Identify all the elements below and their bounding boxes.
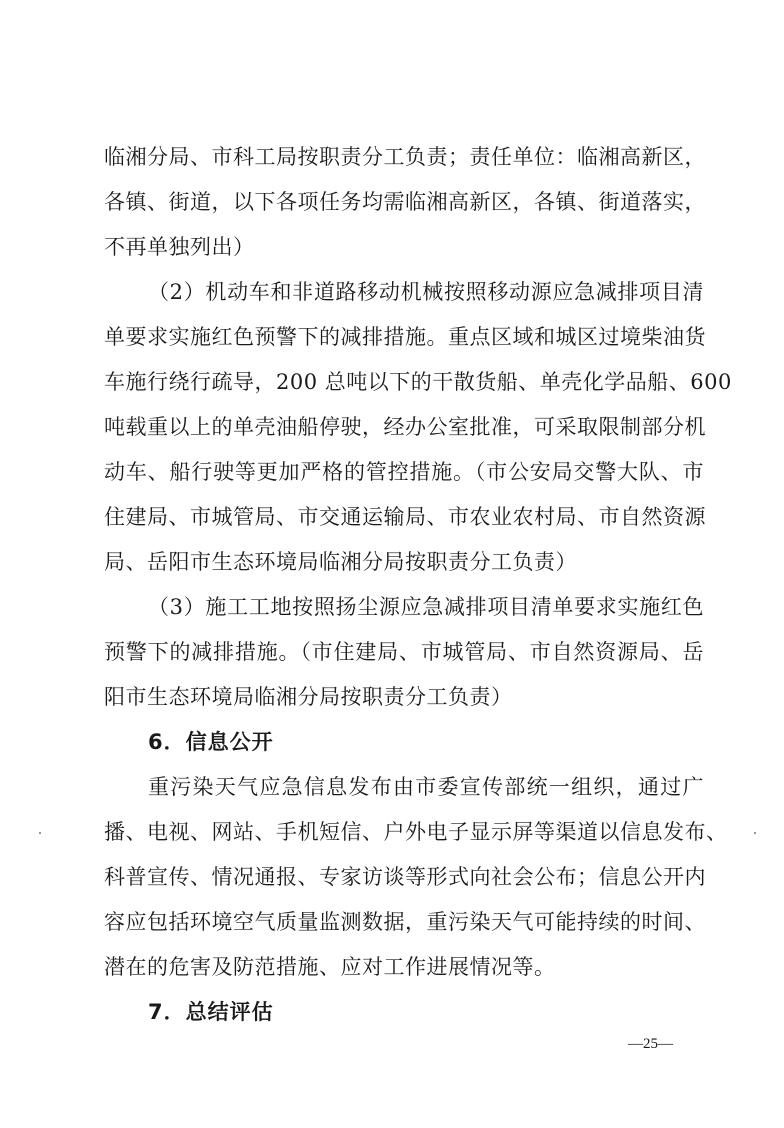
section-heading: 7．总结评估 bbox=[148, 1000, 274, 1024]
paragraph-line: 播、电视、网站、手机短信、户外电子显示屏等渠道以信息发布、 bbox=[104, 820, 728, 844]
paragraph-line: 车施行绕行疏导，200 总吨以下的干散货船、单壳化学品船、600 bbox=[104, 370, 732, 394]
paragraph-line: 动车、船行驶等更加严格的管控措施。（市公安局交警大队、市 bbox=[104, 460, 704, 484]
section-heading: 6．信息公开 bbox=[148, 730, 274, 754]
paragraph-line: 住建局、市城管局、市交通运输局、市农业农村局、市自然资源 bbox=[104, 505, 706, 529]
paragraph-line: （3）施工工地按照扬尘源应急减排项目清单要求实施红色 bbox=[148, 595, 704, 619]
paragraph-line: 潜在的危害及防范措施、应对工作进展情况等。 bbox=[104, 955, 556, 979]
paragraph-line: 容应包括环境空气质量监测数据，重污染天气可能持续的时间、 bbox=[104, 910, 706, 934]
paragraph-line: 局、岳阳市生态环境局临湘分局按职责分工负责） bbox=[104, 550, 577, 574]
scan-speck bbox=[754, 832, 756, 834]
paragraph-line: 吨载重以上的单壳油船停驶，经办公室批准，可采取限制部分机 bbox=[104, 415, 706, 439]
paragraph-line: 各镇、街道，以下各项任务均需临湘高新区，各镇、街道落实， bbox=[104, 190, 706, 214]
paragraph-line: （2）机动车和非道路移动机械按照移动源应急减排项目清 bbox=[148, 280, 704, 304]
page-number: —25— bbox=[628, 1036, 673, 1052]
paragraph-line: 单要求实施红色预警下的减排措施。重点区域和城区过境柴油货 bbox=[104, 325, 706, 349]
paragraph-line: 重污染天气应急信息发布由市委宣传部统一组织，通过广 bbox=[148, 775, 704, 799]
paragraph-line: 临湘分局、市科工局按职责分工负责；责任单位：临湘高新区， bbox=[104, 145, 706, 169]
paragraph-line: 科普宣传、情况通报、专家访谈等形式向社会公布；信息公开内 bbox=[104, 865, 706, 889]
paragraph-line: 阳市生态环境局临湘分局按职责分工负责） bbox=[104, 685, 513, 709]
paragraph-line: 预警下的减排措施。（市住建局、市城管局、市自然资源局、岳 bbox=[104, 640, 704, 664]
scan-speck bbox=[39, 832, 41, 834]
paragraph-line: 不再单独列出） bbox=[104, 235, 255, 259]
